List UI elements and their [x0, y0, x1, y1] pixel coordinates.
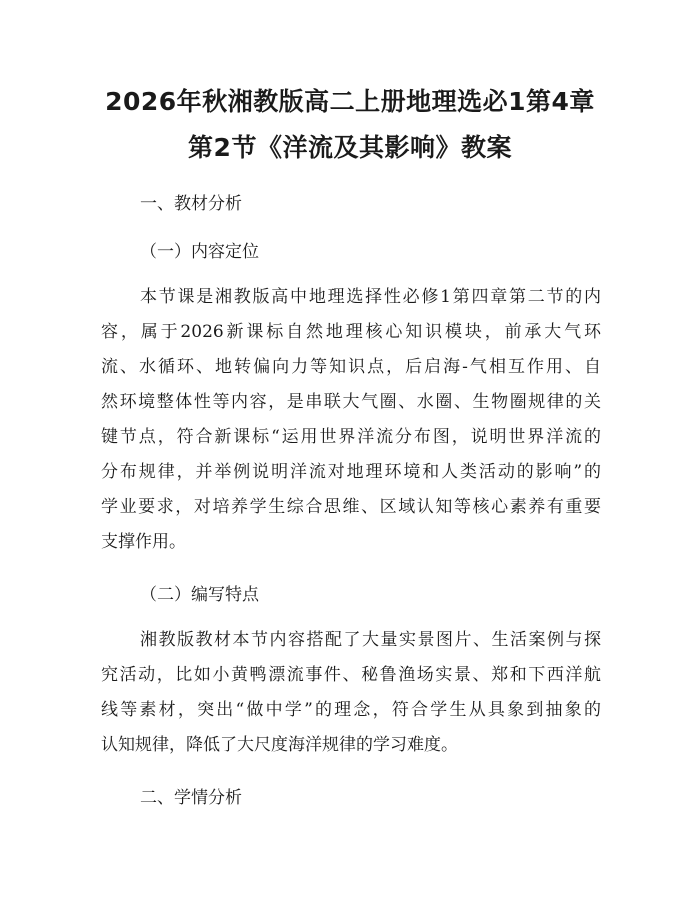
paragraph-line: 流、水循环、地转偏向力等知识点，后启海-气相互作用、自 [101, 357, 601, 377]
subsection-heading-content-positioning: （一）内容定位 [140, 242, 259, 262]
paragraph-line: 本节课是湘教版高中地理选择性必修1第四章第二节的内 [140, 287, 601, 307]
paragraph-line: 湘教版教材本节内容搭配了大量实景图片、生活案例与探 [140, 630, 601, 650]
paragraph-content-positioning [101, 280, 601, 560]
paragraph-line: 究活动，比如小黄鸭漂流事件、秘鲁渔场实景、郑和下西洋航 [101, 665, 601, 685]
subsection-heading-writing-features: （二）编写特点 [140, 585, 259, 605]
paragraph-line: 线等素材，突出“做中学”的理念，符合学生从具象到抽象的 [101, 700, 601, 720]
document-title-line-1: 2026年秋湘教版高二上册地理选必1第4章 [105, 87, 595, 116]
paragraph-line: 容，属于2026新课标自然地理核心知识模块，前承大气环 [101, 322, 601, 342]
section-heading-learner-analysis: 二、学情分析 [140, 788, 242, 808]
paragraph-line: 认知规律，降低了大尺度海洋规律的学习难度。 [101, 735, 458, 755]
document-title-line-2: 第2节《洋流及其影响》教案 [188, 133, 512, 162]
paragraph-line: 键节点，符合新课标“运用世界洋流分布图，说明世界洋流的 [101, 427, 601, 447]
paragraph-writing-features [101, 623, 601, 763]
section-heading-textbook-analysis: 一、教材分析 [140, 194, 242, 214]
paragraph-line: 然环境整体性等内容，是串联大气圈、水圈、生物圈规律的关 [101, 392, 601, 412]
paragraph-line: 支撑作用。 [101, 532, 186, 552]
paragraph-line: 分布规律，并举例说明洋流对地理环境和人类活动的影响”的 [101, 462, 601, 482]
paragraph-line: 学业要求，对培养学生综合思维、区域认知等核心素养有重要 [101, 497, 601, 517]
